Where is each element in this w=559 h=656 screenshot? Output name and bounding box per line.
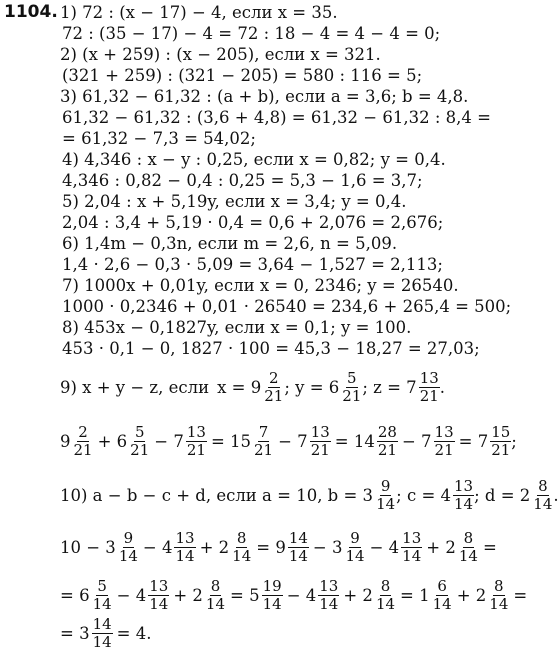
denominator: 14 [118,547,138,565]
b-fraction [375,478,396,513]
y-fraction [341,370,362,405]
item9-cond-text: 9) x + y − z, если [60,378,210,397]
term: = 3 [60,624,90,643]
item10-cond-text: 10) a − b − c + d, если a = 10, b = 3 [60,486,374,505]
term: + 2 [426,538,456,557]
term: + 2 [343,586,373,605]
numerator: 9 [380,477,391,495]
numerator: 5 [134,423,145,441]
numerator: 13 [419,369,439,387]
numerator: 13 [175,529,195,547]
numerator: 8 [236,529,247,547]
term: ; [511,432,517,451]
denominator: 14 [432,595,452,613]
item10-row3 [60,616,152,651]
c-label: ; c = 4 [396,486,452,505]
numerator: 5 [347,369,357,387]
numerator: 13 [149,577,169,595]
fraction [186,424,207,459]
fraction [345,530,366,565]
numerator: 7 [258,423,269,441]
numerator: 8 [463,529,474,547]
line-12: 6) 1,4m − 0,3n, если m = 2,6, n = 5,09. [62,234,398,253]
item10-condition [60,478,559,513]
fraction [253,424,274,459]
term: = 1 [400,586,430,605]
term: − 7 [401,432,432,451]
y-label: ; y = 6 [284,378,340,397]
denominator: 14 [345,547,365,565]
denominator: 14 [533,495,553,513]
problem-number: 1104. [4,2,58,22]
term: − 3 [312,538,343,557]
z-label: ; z = 7 [362,378,417,397]
fraction [288,530,309,565]
denominator: 21 [264,387,284,405]
term: = [513,586,528,605]
denominator: 21 [342,387,362,405]
numerator: 19 [262,577,282,595]
denominator: 14 [92,595,112,613]
line-5: 3) 61,32 − 61,32 : (a + b), если a = 3,6; b = 4,8. [60,87,469,106]
numerator: 13 [319,577,339,595]
fraction [262,578,283,613]
line-11: 2,04 : 3,4 + 5,19 · 0,4 = 0,6 + 2,076 = 2,676; [62,213,444,232]
fraction [401,530,422,565]
numerator: 15 [491,423,511,441]
numerator: 13 [402,529,422,547]
term: 10 − 3 [60,538,116,557]
denominator: 21 [419,387,439,405]
denominator: 14 [205,595,226,613]
numerator: 13 [454,477,474,495]
term: + 2 [199,538,230,557]
term: − 4 [369,538,400,557]
denominator: 14 [458,547,478,565]
numerator: 8 [494,577,504,595]
denominator: 14 [376,495,396,513]
denominator: 21 [186,441,206,459]
line-3: 2) (x + 259) : (x − 205), если x = 321. [60,45,381,64]
term: 9 [60,432,71,451]
fraction [148,578,169,613]
denominator: 14 [489,595,509,613]
c-fraction [453,478,474,513]
denominator: 21 [73,441,93,459]
term: = 5 [230,586,260,605]
denominator: 21 [377,441,397,459]
denominator: 14 [175,547,195,565]
item10-row2 [60,578,527,613]
term: − 7 [278,432,308,451]
item10-row1 [60,530,497,565]
term: + 2 [173,586,203,605]
numerator: 6 [437,577,447,595]
line-8: 4) 4,346 : x − y : 0,25, если x = 0,82; y = 0,4. [62,150,446,169]
term: + 6 [97,432,128,451]
line-13: 1,4 · 2,6 − 0,3 · 5,09 = 3,64 − 1,527 = 2,113; [62,255,443,274]
denominator: 21 [491,441,511,459]
term: − 4 [286,586,317,605]
fraction [92,616,113,651]
numerator: 13 [186,423,206,441]
term: − 4 [142,538,173,557]
fraction [174,530,195,565]
numerator: 8 [210,577,221,595]
term: = 7 [458,432,489,451]
numerator: 8 [538,477,548,495]
numerator: 13 [310,423,330,441]
denominator: 14 [319,595,339,613]
denominator: 21 [434,441,454,459]
term: = 9 [256,538,286,557]
item9-condition [60,370,445,405]
fraction [310,424,331,459]
x-fraction [263,370,284,405]
d-label: ; d = 2 [474,486,531,505]
fraction [92,578,113,613]
denominator: 14 [262,595,282,613]
numerator: 2 [78,423,88,441]
fraction [434,424,455,459]
term: + 2 [456,586,487,605]
line-7: = 61,32 − 7,3 = 54,02; [62,129,256,148]
denominator: 21 [254,441,274,459]
numerator: 2 [269,369,279,387]
fraction [231,530,252,565]
line-16: 8) 453x − 0,1827y, если x = 0,1; y = 100. [62,318,412,337]
term: = 15 [210,432,252,451]
x-label: x = 9 [217,378,262,397]
end-dot: . [439,378,446,397]
end-dot: . [553,486,559,505]
fraction [118,530,139,565]
item9-computation [60,424,517,459]
line-6: 61,32 − 61,32 : (3,6 + 4,8) = 61,32 − 61,32 : 8,4 = [62,108,491,127]
numerator: 9 [350,529,360,547]
denominator: 14 [92,633,112,651]
term: = 14 [334,432,375,451]
d-fraction [532,478,553,513]
z-fraction [419,370,440,405]
term: = [482,538,497,557]
line-4: (321 + 259) : (321 − 205) = 580 : 116 = 5; [62,66,423,85]
numerator: 14 [92,615,112,633]
denominator: 21 [310,441,330,459]
term: − 7 [154,432,184,451]
term: − 4 [116,586,147,605]
denominator: 14 [232,547,252,565]
fraction [488,578,509,613]
fraction [432,578,453,613]
term: = 6 [60,586,90,605]
denominator: 21 [130,441,150,459]
denominator: 14 [454,495,474,513]
denominator: 14 [149,595,169,613]
numerator: 8 [380,577,391,595]
fraction [375,578,396,613]
fraction [377,424,398,459]
line-15: 1000 · 0,2346 + 0,01 · 26540 = 234,6 + 265,4 = 500; [62,297,512,316]
line-1: 1) 72 : (x − 17) − 4, если x = 35. [60,3,338,22]
fraction [318,578,339,613]
line-2: 72 : (35 − 17) − 4 = 72 : 18 − 4 = 4 − 4 = 0; [62,24,441,43]
fraction [490,424,511,459]
numerator: 9 [123,529,134,547]
numerator: 14 [288,529,308,547]
numerator: 28 [377,423,397,441]
denominator: 14 [288,547,308,565]
line-17: 453 · 0,1 − 0, 1827 · 100 = 45,3 − 18,27 = 27,03; [62,339,480,358]
fraction [129,424,150,459]
line-9: 4,346 : 0,82 − 0,4 : 0,25 = 5,3 − 1,6 = 3,7; [62,171,423,190]
fraction [73,424,94,459]
line-14: 7) 1000x + 0,01y, если x = 0, 2346; y = 26540. [62,276,459,295]
denominator: 14 [375,595,396,613]
numerator: 13 [434,423,454,441]
denominator: 14 [402,547,422,565]
line-10: 5) 2,04 : x + 5,19y, если x = 3,4; y = 0,4. [62,192,407,211]
term: = 4. [116,624,152,643]
fraction [205,578,226,613]
fraction [458,530,479,565]
numerator: 5 [97,577,107,595]
